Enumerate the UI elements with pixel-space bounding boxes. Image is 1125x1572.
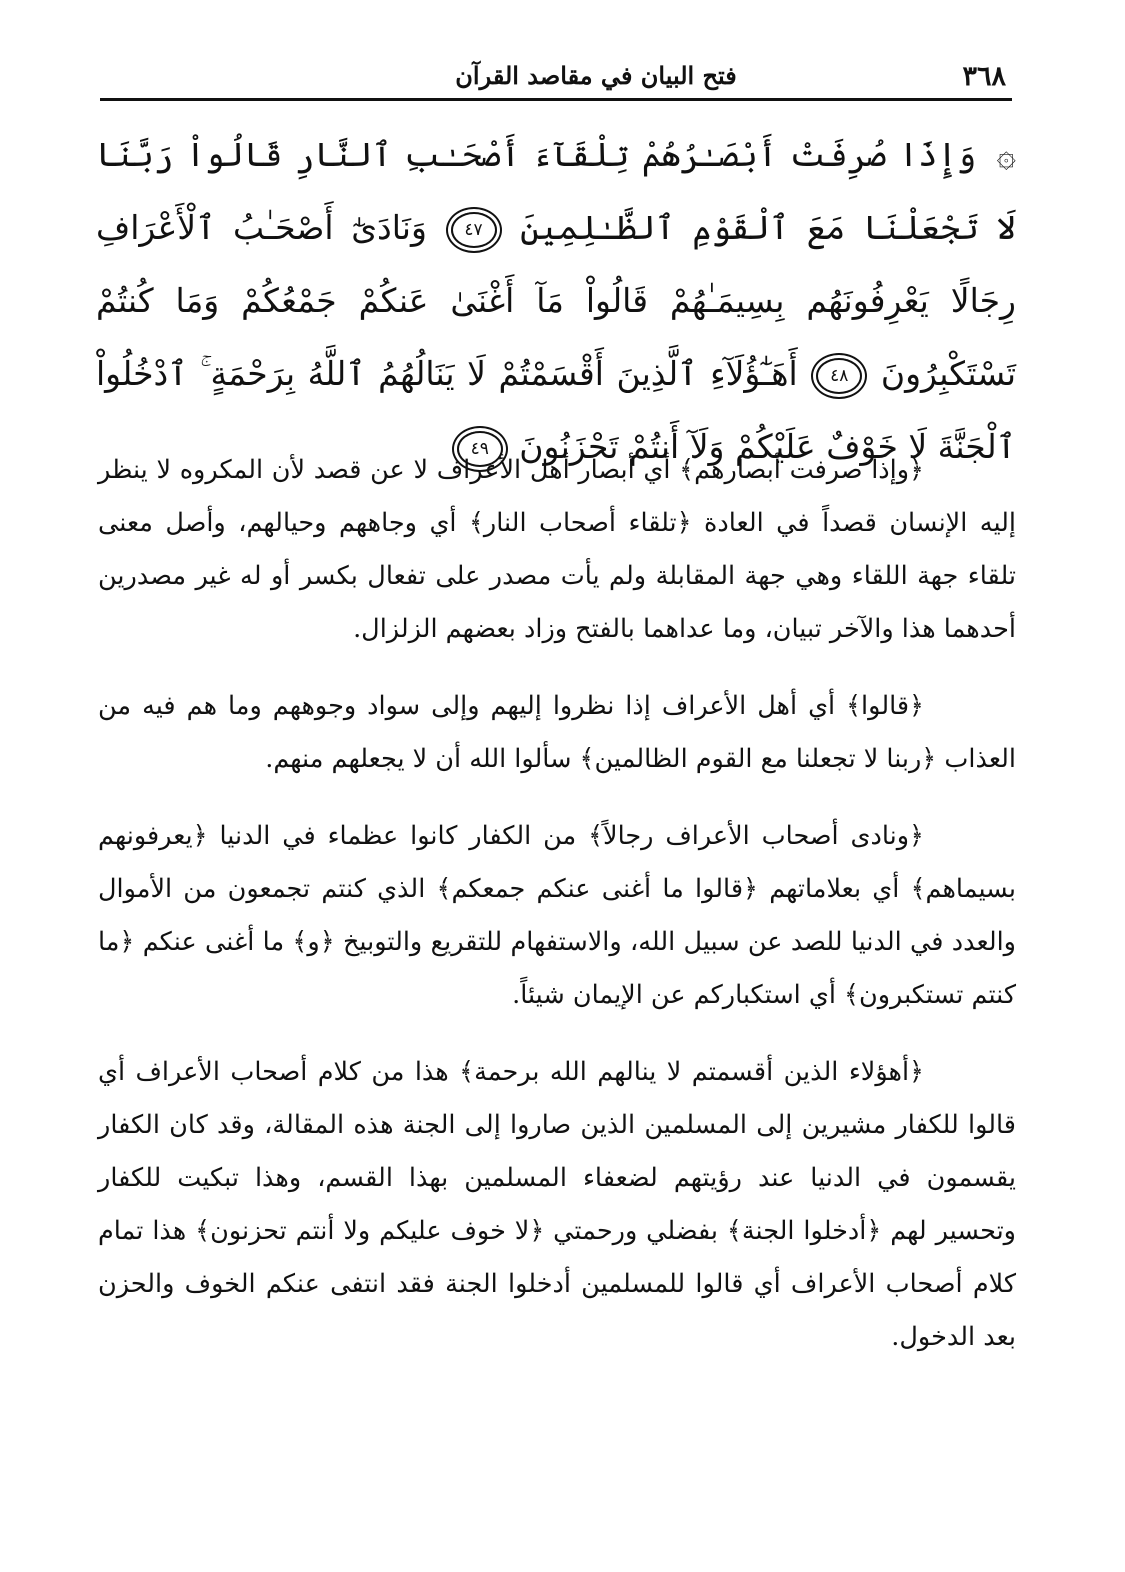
tafsir-commentary <box>98 444 1016 1388</box>
commentary-paragraph-3: ﴿ونادى أصحاب الأعراف رجالاً﴾ من الكفار كانوا عظماء في الدنيا ﴿يعرفونهم بسيماهم﴾ أي بعلاماتهم ﴿قالوا ما أغنى عنكم جمعكم﴾ الذي كنتم تجمعون من الأموال والعدد في الدنيا للصد عن سبيل الله، والاستفهام للتقريع والتوبيخ ﴿و﴾ ما أغنى عنكم ﴿ما كنتم تستكبرون﴾ أي استكباركم عن الإيمان شيئاً. <box>98 821 1016 1010</box>
page-number: ٣٦٨ <box>962 61 1006 92</box>
verse-47-text: وَإِذَا صُرِفَتْ أَبْصَـٰرُهُمْ تِلْقَآءَ أَصْحَـٰبِ ٱلنَّارِ قَالُواْ رَبَّنَا لَا تَجْعَلْنَا مَعَ ٱلْقَوْمِ ٱلظَّـٰلِمِينَ <box>96 135 1016 247</box>
book-title: فتح البيان في مقاصد القرآن <box>455 61 737 90</box>
commentary-paragraph-4: ﴿أهؤلاء الذين أقسمتم لا ينالهم الله برحمة﴾ هذا من كلام أصحاب الأعراف أي قالوا للكفار مشيرين إلى المسلمين الذين صاروا إلى الجنة هذه المقالة، وقد كان الكفار يقسمون في الدنيا عند رؤيتهم لضعفاء المسلمين بهذا القسم، وهذا تبكيت للكفار وتحسير لهم ﴿أدخلوا الجنة﴾ بفضلي ورحمتي ﴿لا خوف عليكم ولا أنتم تحزنون﴾ هذا تمام كلام أصحاب الأعراف أي قالوا للمسلمين أدخلوا الجنة فقد انتفى عنكم الخوف والحزن بعد الدخول. <box>98 1057 1016 1352</box>
commentary-paragraph-1: ﴿وإذا صرفت أبصارهم﴾ أي أبصار أهل الأعراف لا عن قصد لأن المكروه لا ينظر إليه الإنسان قصداً في العادة ﴿تلقاء أصحاب النار﴾ أي وجاههم وحيالهم، وأصل معنى تلقاء جهة اللقاء وهي جهة المقابلة ولم يأت مصدر على تفعال بكسر أو له غير مصدرين أحدهما هذا والآخر تبيان، وما عداهما بالفتح وزاد بعضهم الزلزال. <box>98 455 1016 644</box>
header-divider <box>100 98 1012 101</box>
verse-48-text: وَنَادَىٰٓ أَصْحَـٰبُ ٱلْأَعْرَافِ رِجَالًا يَعْرِفُونَهُم بِسِيمَـٰهُمْ قَالُواْ مَآ أَغْنَىٰ عَنكُمْ جَمْعُكُمْ وَمَا كُنتُمْ تَسْتَكْبِرُونَ <box>96 208 1017 393</box>
commentary-paragraph-2: ﴿قالوا﴾ أي أهل الأعراف إذا نظروا إليهم وإلى سواد وجوههم وما هم فيه من العذاب ﴿ربنا لا تجعلنا مع القوم الظالمين﴾ سألوا الله أن لا يجعلهم منهم. <box>98 691 1016 774</box>
running-header <box>100 54 1012 98</box>
quran-verses <box>96 118 1017 466</box>
verse-49-number: ٤٩ <box>457 431 503 467</box>
verse-49-text: أَهَـٰٓؤُلَآءِ ٱلَّذِينَ أَقْسَمْتُمْ لَا يَنَالُهُمُ ٱللَّهُ بِرَحْمَةٍ ۚ ٱدْخُلُواْ ٱلْجَنَّةَ لَا خَوْفٌ عَلَيْكُمْ وَلَآ أَنتُمْ تَحْزَنُونَ <box>96 354 1016 466</box>
hizb-star-icon: ۞ <box>996 135 1016 174</box>
verse-47-number: ٤٧ <box>451 212 497 248</box>
verse-48-number: ٤٨ <box>816 358 862 394</box>
